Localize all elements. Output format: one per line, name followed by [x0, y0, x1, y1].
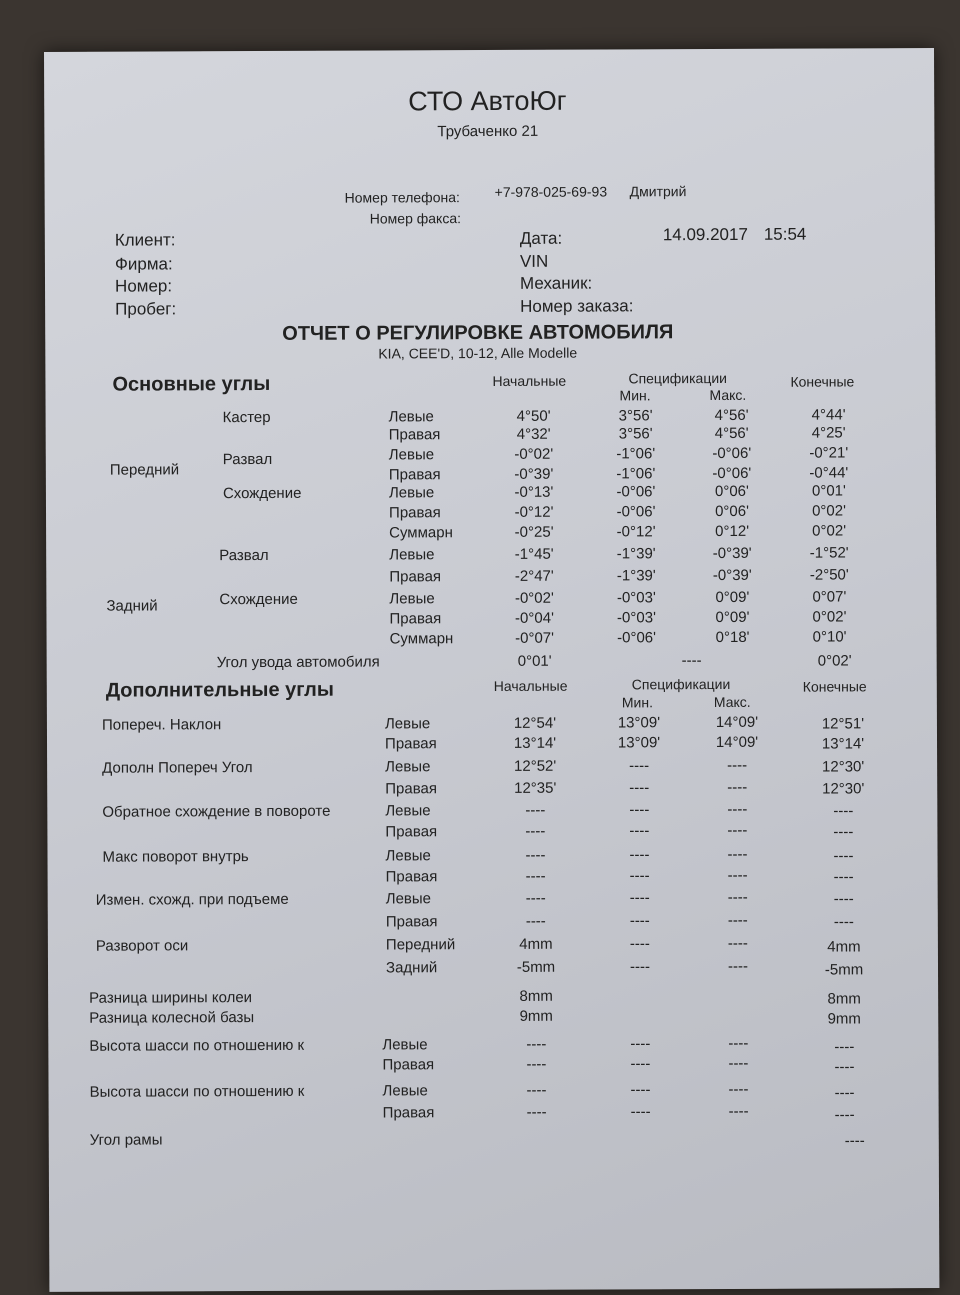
row-final: 0°02'	[812, 608, 847, 626]
row-spec-min: 13°09'	[617, 734, 661, 752]
row-side: Задний	[385, 959, 438, 977]
row-initial: -0°04'	[514, 609, 554, 627]
row-spec-max: ----	[728, 1102, 749, 1120]
row-spec-max: 0°09'	[715, 588, 750, 607]
row-spec-min: -0°03'	[616, 589, 656, 607]
row-initial: ----	[526, 1055, 547, 1073]
row-spec-min: ----	[629, 846, 650, 864]
row-param: Схождение	[219, 590, 298, 609]
row-spec-max: ----	[727, 821, 748, 839]
row-spec-max: ----	[727, 934, 748, 952]
row-spec-min: ----	[629, 958, 651, 976]
row-spec-max: ----	[727, 778, 748, 796]
phone-name: Дмитрий	[629, 183, 687, 200]
row-spec-max: 0°06'	[715, 502, 749, 521]
main-col-spec: Спецификации	[628, 369, 728, 387]
row-initial: 12°54'	[513, 714, 557, 732]
row-initial: -0°02'	[514, 589, 554, 607]
row-param: Макс поворот внутрь	[102, 848, 249, 866]
row-spec-min: -1°39'	[616, 545, 656, 563]
row-spec-min: -1°06'	[616, 445, 656, 463]
row-side: Левые	[382, 1082, 428, 1100]
row-param: Высота шасси по отношению к	[89, 1036, 305, 1055]
row-spec-max: -0°39'	[712, 544, 752, 563]
row-initial: -2°47'	[514, 567, 554, 585]
time-value: 15:54	[763, 224, 807, 244]
thrust-angle-label: Угол увода автомобиля	[216, 653, 380, 672]
row-side: Правая	[385, 913, 438, 931]
row-param: Разница ширины колеи	[89, 989, 253, 1007]
row-initial: -1°45'	[514, 545, 554, 563]
row-side: Левые	[388, 484, 435, 502]
row-side: Правая	[388, 426, 441, 444]
row-param: Дополн Попереч Угол	[102, 759, 253, 777]
row-initial: ----	[526, 1035, 547, 1053]
row-final: 13°14'	[821, 735, 865, 753]
row-final: 0°10'	[812, 628, 847, 646]
row-spec-min: -0°03'	[616, 609, 656, 627]
row-final: ----	[833, 823, 854, 841]
row-side: Правая	[385, 823, 438, 841]
row-spec-max: 0°06'	[714, 482, 749, 501]
main-col-initial: Начальные	[492, 372, 567, 389]
row-spec-max: ----	[727, 845, 748, 863]
row-side: Правая	[382, 1056, 435, 1074]
row-side: Левые	[385, 847, 431, 865]
mileage-label: Пробег:	[115, 299, 177, 319]
row-initial: 9mm	[519, 1007, 553, 1025]
row-spec-min: ----	[629, 935, 650, 953]
row-spec-min: -0°06'	[616, 483, 656, 501]
row-spec-min: ----	[629, 757, 650, 775]
thrust-angle-initial: 0°01'	[517, 652, 552, 670]
row-final: -2°50'	[809, 566, 849, 584]
row-initial: -0°12'	[514, 503, 554, 521]
row-final: 8mm	[827, 990, 861, 1008]
row-final: 9mm	[827, 1010, 861, 1028]
row-spec-max: 0°12'	[715, 522, 750, 541]
row-spec-min: ----	[629, 801, 650, 819]
row-side: Левые	[388, 446, 435, 464]
row-spec-min: ----	[629, 822, 650, 840]
row-side: Правая	[384, 735, 437, 753]
row-spec-min: ----	[630, 1103, 651, 1121]
shop-name: СТО АвтоЮг	[408, 85, 567, 117]
report-sheet	[44, 48, 939, 1292]
row-initial: ----	[525, 867, 546, 885]
main-col-max: Макс.	[709, 386, 747, 404]
row-spec-max: ----	[728, 1034, 749, 1052]
row-final: -0°44'	[809, 464, 849, 482]
row-final: 12°30'	[822, 780, 865, 798]
date-label: Дата:	[519, 228, 563, 248]
row-spec-max: ----	[727, 957, 749, 975]
extra-col-final: Конечные	[802, 678, 867, 695]
row-spec-min: -1°39'	[616, 567, 656, 585]
row-spec-min: ----	[629, 912, 650, 930]
row-final: ----	[834, 1084, 855, 1102]
row-param: Разворот оси	[95, 937, 189, 955]
row-spec-min: ----	[629, 889, 650, 907]
thrust-angle-final: 0°02'	[817, 652, 852, 670]
row-initial: ----	[526, 1081, 547, 1099]
row-spec-min: -0°06'	[616, 503, 656, 521]
date-value: 14.09.2017	[662, 224, 748, 245]
row-final: ----	[833, 847, 854, 865]
row-final: ----	[833, 802, 854, 820]
extra-col-min: Мин.	[621, 694, 653, 711]
row-spec-max: ----	[727, 866, 748, 884]
extra-col-max: Макс.	[713, 693, 751, 711]
extra-col-spec: Спецификации	[631, 675, 731, 693]
row-initial: ----	[525, 801, 546, 819]
row-param: Обратное схождение в повороте	[102, 802, 331, 821]
row-param: Попереч. Наклон	[101, 716, 222, 734]
row-spec-max: 4°56'	[714, 424, 749, 443]
row-initial: ----	[525, 912, 546, 930]
row-final: ----	[834, 1058, 855, 1076]
row-final: 4°44'	[811, 406, 846, 424]
row-final: 12°30'	[821, 758, 865, 776]
row-initial: ----	[525, 846, 546, 864]
row-param: Развал	[222, 450, 273, 469]
row-initial: -0°07'	[515, 629, 555, 647]
row-side: Правая	[385, 868, 438, 886]
main-angles-title: Основные углы	[112, 372, 271, 396]
fax-label: Номер факса:	[369, 210, 462, 227]
row-spec-min: -0°06'	[617, 629, 657, 647]
row-spec-max: 4°56'	[714, 406, 749, 425]
main-col-min: Мин.	[619, 387, 651, 404]
row-side: Левые	[384, 715, 431, 733]
row-side: Суммарн	[389, 630, 454, 648]
row-final: 12°51'	[821, 715, 865, 733]
row-final: ----	[833, 890, 854, 908]
row-spec-min: 3°56'	[618, 407, 653, 425]
row-initial: 12°35'	[514, 779, 557, 797]
row-final: 0°01'	[811, 482, 846, 500]
row-initial: 4mm	[519, 935, 553, 953]
row-side: Левые	[385, 802, 431, 820]
row-side: Правая	[385, 780, 437, 798]
row-initial: 4°50'	[516, 407, 551, 425]
row-spec-min: 13°09'	[617, 714, 661, 732]
row-initial: ----	[526, 1103, 547, 1121]
row-param: Развал	[219, 546, 269, 565]
row-side: Левые	[389, 590, 435, 608]
vehicle-model: KIA, CEE'D, 10-12, Alle Modelle	[378, 344, 578, 362]
row-initial: -0°13'	[514, 483, 554, 501]
row-final: 0°02'	[812, 502, 846, 520]
row-side: Правая	[388, 466, 441, 484]
row-param: Схождение	[222, 484, 302, 503]
client-label: Клиент:	[114, 230, 176, 250]
row-final: -1°52'	[809, 544, 849, 562]
row-side: Левые	[385, 890, 432, 908]
row-final: -5mm	[824, 961, 864, 979]
extra-col-initial: Начальные	[493, 677, 568, 694]
group-rear: Задний	[106, 597, 158, 615]
row-side: Левые	[388, 408, 434, 426]
row-param: Угол рамы	[89, 1131, 163, 1149]
row-spec-max: ----	[727, 911, 748, 929]
row-spec-max: 0°09'	[715, 608, 750, 627]
row-spec-min: ----	[629, 867, 650, 885]
row-spec-max: 14°09'	[715, 713, 759, 732]
extra-angles-title: Дополнительные углы	[105, 678, 334, 702]
row-final: 4mm	[827, 938, 861, 956]
row-spec-min: ----	[630, 1081, 651, 1099]
row-initial: 4°32'	[516, 425, 551, 443]
row-initial: -5mm	[516, 958, 556, 976]
row-initial: -0°25'	[514, 523, 554, 541]
row-final: 4°25'	[811, 424, 846, 442]
row-final: 0°07'	[812, 588, 847, 606]
row-spec-max: 0°18'	[715, 628, 750, 647]
row-final: -0°21'	[809, 444, 849, 462]
row-side: Суммарн	[389, 524, 453, 542]
row-initial: ----	[525, 822, 546, 840]
order-label: Номер заказа:	[520, 296, 634, 316]
phone-label: Номер телефона:	[344, 189, 460, 206]
row-param: Измен. схожд. при подъеме	[95, 890, 289, 909]
row-spec-min: ----	[630, 1055, 651, 1073]
row-initial: -0°39'	[514, 465, 554, 483]
main-col-final: Конечные	[790, 373, 855, 390]
row-side: Левые	[382, 1036, 428, 1054]
row-spec-max: ----	[727, 888, 748, 906]
row-final: ----	[833, 913, 854, 931]
number-label: Номер:	[114, 276, 173, 296]
row-side: Правая	[388, 504, 441, 522]
row-spec-max: -0°06'	[712, 444, 752, 463]
row-spec-max: ----	[728, 1080, 749, 1098]
vin-label: VIN	[519, 251, 549, 271]
row-initial: 12°52'	[513, 757, 557, 775]
row-final: ----	[833, 868, 854, 886]
row-param: Разница колесной базы	[89, 1009, 255, 1027]
row-initial: ----	[525, 889, 546, 907]
row-side: Передний	[385, 936, 456, 954]
row-spec-min: -0°12'	[616, 523, 656, 541]
row-spec-min: -1°06'	[616, 465, 656, 483]
row-final: 0°02'	[812, 522, 847, 540]
row-side: Правая	[382, 1104, 435, 1122]
firm-label: Фирма:	[114, 254, 173, 274]
phone-value: +7-978-025-69-93	[494, 183, 608, 200]
row-spec-max: ----	[727, 800, 748, 818]
shop-address: Трубаченко 21	[437, 122, 539, 141]
thrust-angle-spec: ----	[681, 652, 702, 670]
row-spec-min: 3°56'	[618, 425, 653, 443]
row-spec-max: ----	[727, 756, 748, 774]
row-initial: 8mm	[519, 987, 553, 1005]
row-spec-min: ----	[629, 779, 650, 797]
row-final: ----	[834, 1106, 855, 1124]
row-spec-max: ----	[728, 1054, 749, 1072]
row-side: Правая	[389, 610, 442, 628]
row-param: Высота шасси по отношению к	[89, 1082, 305, 1101]
row-final: ----	[844, 1132, 865, 1150]
row-side: Правая	[389, 568, 442, 586]
row-spec-max: -0°06'	[712, 464, 752, 483]
row-spec-max: -0°39'	[712, 566, 752, 585]
row-side: Левые	[389, 546, 435, 564]
group-front: Передний	[109, 461, 180, 479]
report-title: ОТЧЕТ О РЕГУЛИРОВКЕ АВТОМОБИЛЯ	[282, 321, 674, 345]
row-final: ----	[834, 1038, 855, 1056]
row-spec-min: ----	[630, 1035, 651, 1053]
row-spec-max: 14°09'	[715, 733, 759, 752]
row-initial: -0°02'	[514, 445, 554, 463]
row-param: Кастер	[222, 408, 271, 427]
row-initial: 13°14'	[513, 734, 557, 752]
row-side: Левые	[385, 758, 431, 776]
mechanic-label: Механик:	[519, 273, 593, 293]
